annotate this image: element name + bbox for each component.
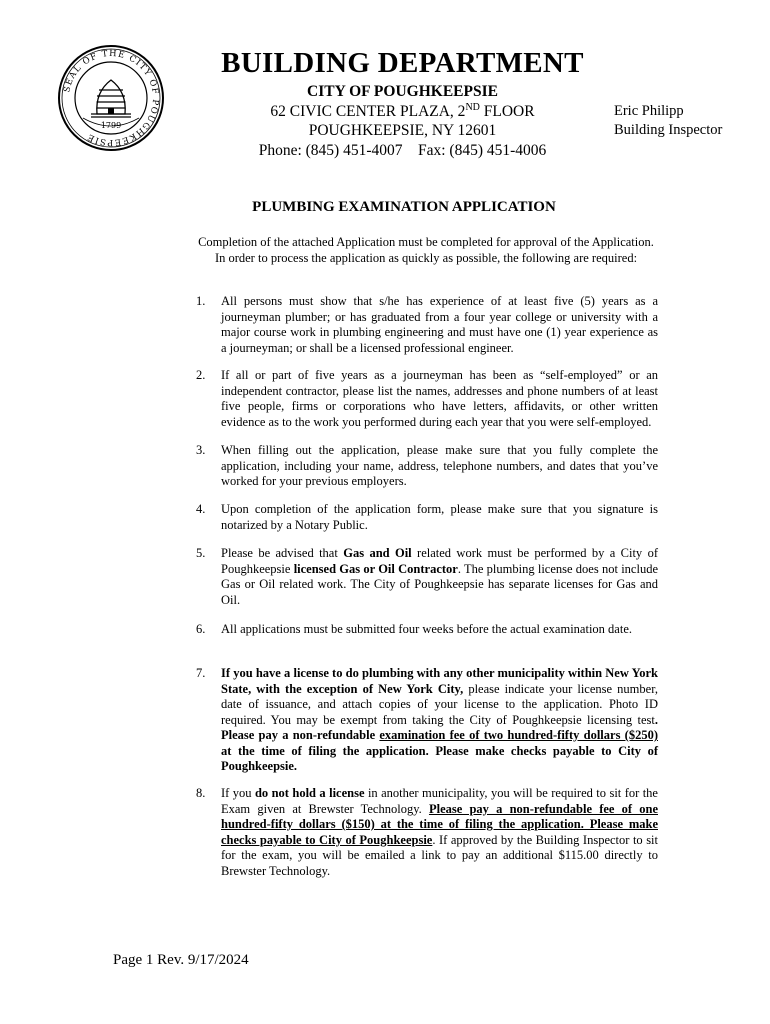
street-address: 62 CIVIC CENTER PLAZA, 2ND FLOOR <box>270 101 535 120</box>
phone-number: Phone: (845) 451-4007 <box>258 141 403 159</box>
requirement-item-6: 6. All applications must be submitted four weeks before the actual examination date. <box>196 622 632 636</box>
department-name: BUILDING DEPARTMENT <box>221 47 584 79</box>
city-seal-logo <box>57 44 165 152</box>
city-state-zip: POUGHKEEPSIE, NY 12601 <box>308 122 497 139</box>
requirement-item-8: 8. If you do not hold a license in another municipality, you will be required to sit for the Exam given at Brewster Technology. Please pay a non-refundable fee of one hundred-fifty dollars ($150) at the time of filing the application. Please make checks payable to City of Poughkeepsie. If approved by the Building Inspector to sit for the exam, you will be emailed a link to pay an additional $115.00 directly to Brewster Technology. <box>196 786 659 878</box>
requirement-item-4: 4. Upon completion of the application form, please make sure that you signature is notarized by a Notary Public. <box>196 502 658 532</box>
letterhead <box>200 46 605 160</box>
fax-number: Fax: (845) 451-4006 <box>418 141 547 159</box>
contact-numbers <box>200 141 605 161</box>
page-footer: Page 1 Rev. 9/17/2024 <box>113 952 249 968</box>
requirement-item-7: 7. If you have a license to do plumbing with any other municipality within New York State, with the exception of New York City, please indicate your license number, date of issuance, and attach copies of your license to the application. Photo ID required. You may be exempt from taking the City of Poughkeepsie licensing test. Please pay a non-refundable examination fee of two hundred-fifty dollars ($250) at the time of filing the application. Please make checks payable to City of Poughkeepsie. <box>196 666 658 773</box>
requirement-item-1: 1. All persons must show that s/he has experience of at least five (5) years as a journeyman plumber; or has graduated from a four year college or university with a major course work in plumbing engineering and must have one (1) year experience as a journeyman; or shall be a licensed professional engineer. <box>196 294 658 355</box>
inspector-block <box>614 102 722 140</box>
inspector-title: Building Inspector <box>614 122 723 138</box>
city-name: CITY OF POUGHKEEPSIE <box>307 83 498 100</box>
requirement-item-3: 3. When filling out the application, please make sure that you fully complete the application, including your name, address, telephone numbers, and dates that you’ve worked for your previous employers. <box>196 443 658 488</box>
intro-paragraph: Completion of the attached Application must be completed for approval of the Application. In order to process the application as quickly as possible, the following are required: <box>198 235 654 265</box>
svg-text:1799: 1799 <box>100 121 122 130</box>
inspector-name: Eric Philipp <box>614 103 684 119</box>
svg-text:SEAL OF THE CITY OF POUGHKEEPS: SEAL OF THE CITY OF POUGHKEEPSIE <box>62 48 161 148</box>
document-title: PLUMBING EXAMINATION APPLICATION <box>252 199 556 215</box>
requirement-item-2: 2. If all or part of five years as a journeyman has been as “self-employed” or an independent contractor, please list the names, addresses and phone numbers of at least five people, firms or corporations who have letters, affidavits, or other written evidence as to the work you performed during each year that you were self-employed. <box>196 368 658 429</box>
requirement-item-5: 5. Please be advised that Gas and Oil related work must be performed by a City of Poughkeepsie licensed Gas or Oil Contractor. The plumbing license does not include Gas or Oil related work. The City of Poughkeepsie has separate licenses for Gas and Oil. <box>196 546 658 607</box>
